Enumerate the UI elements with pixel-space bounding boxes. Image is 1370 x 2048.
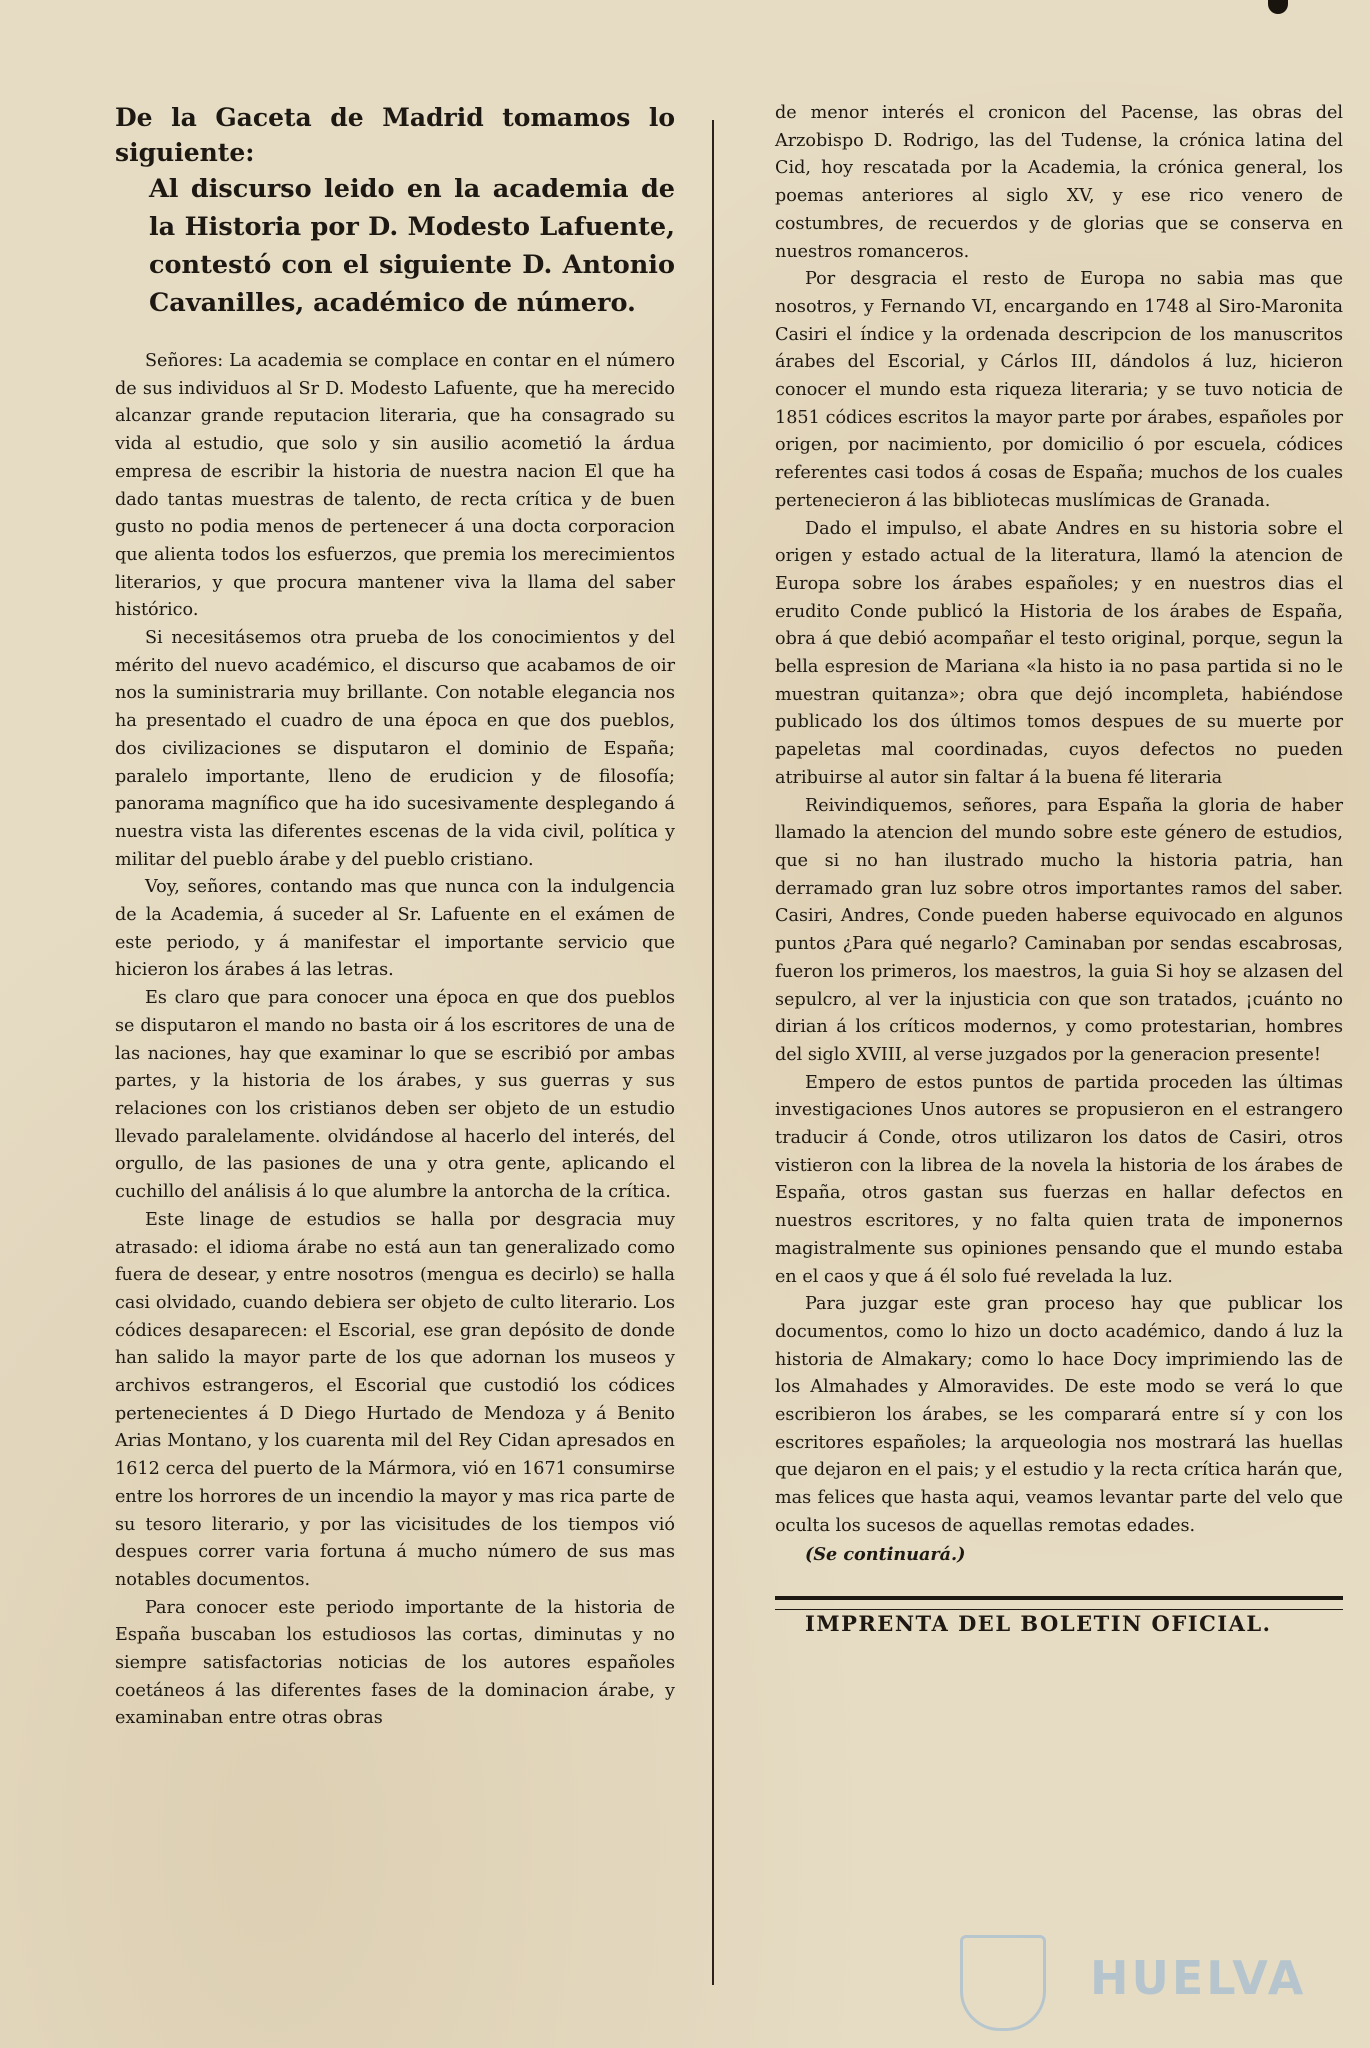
shield-icon xyxy=(960,1935,1046,2031)
body-paragraph: Reivindiquemos, señores, para España la gloria de haber llamado la atencion del mundo sobre este género de estudios, que si no han ilustrado mucho la historia patria, han derramado gran luz sobre otros importantes ramos del saber. Casiri, Andres, Conde pueden haberse equivocado en algunos puntos ¿Para qué negarlo? Caminaban por sendas escabrosas, fueron los primeros, los maestros, la guia Si hoy se alzasen del sepulcro, al ver la injusticia con que son tratados, ¡cuánto no dirian á los críticos modernos, y como protestarian, hombres del siglo XVIII, al verse juzgados por la generacion presente! xyxy=(775,795,1343,1065)
footer-rule xyxy=(775,1596,1343,1610)
printer-imprint: IMPRENTA DEL BOLETIN OFICIAL. xyxy=(805,1611,1272,1637)
body-paragraph: Este linage de estudios se halla por desgracia muy atrasado: el idioma árabe no está aun tan generalizado como fuera de desear, y entre nosotros (mengua es decirlo) se halla casi olvidado, cuando debiera ser objeto de culto literario. Los códices desaparecen: el Escorial, ese gran depósito de donde han salido la mayor parte de los que adornan los museos y archivos estrangeros, el Escorial que custodió los códices pertenecientes á D Diego Hurtado de Mendoza y á Benito Arias Montano, y los cuarenta mil del Rey Cidan apresados en 1612 cerca del puerto de la Mármora, vió en 1671 consumirse entre los horrores de un incendio la mayor y mas rica parte de su tesoro literario, y por las vicisitudes de los tiempos vió despues correr varia fortuna á mucho número de sus mas notables documentos. xyxy=(115,1209,675,1590)
continuation-note: (Se continuará.) xyxy=(805,1543,966,1565)
body-paragraph: Señores: La academia se complace en contar en el número de sus individuos al Sr D. Modesto Lafuente, que ha merecido alcanzar grande reputacion literaria, que ha consagrado su vida al estudio, que solo y sin ausilio acometió la árdua empresa de escribir la historia de nuestra nacion El que ha dado tantas muestras de talento, de recta crítica y de buen gusto no podia menos de pertenecer á una docta corporacion que alienta todos los esfuerzos, que premia los merecimientos literarios, y que procura mantener viva la llama del saber histórico. xyxy=(115,351,675,621)
body-paragraph: Es claro que para conocer una época en que dos pueblos se disputaron el mando no basta oir á los escritores de una de las naciones, hay que examinar lo que se escribió por ambas partes, y la historia de los árabes, y sus guerras y sus relaciones con los cristianos deben ser objeto de un estudio llevado paralelamente. olvidándose al hacerlo del interés, del orgullo, de las pasiones de una y otra gente, aplicando el cuchillo del análisis á lo que alumbre la antorcha de la crítica. xyxy=(115,988,675,1203)
body-paragraph: Por desgracia el resto de Europa no sabia mas que nosotros, y Fernando VI, encargando en 1748 al Siro-Maronita Casiri el índice y la ordenada descripcion de los manuscritos árabes del Escorial, y Cárlos III, dándolos á luz, hicieron conocer el mundo esta riqueza literaria; y se tuvo noticia de 1851 códices escritos la mayor parte por árabes, españoles por origen, por nacimiento, por domicilio ó por escuela, códices referentes casi todos á cosas de España; muchos de los cuales pertenecieron á las bibliotecas muslímicas de Granada. xyxy=(775,269,1343,511)
watermark-text: HUELVA xyxy=(1090,1951,1307,2005)
article-subheading: Al discurso leido en la academia de la Historia por D. Modesto Lafuente, contestó con el siguiente D. Antonio Cavanilles, académico de número. xyxy=(149,174,675,318)
archive-watermark xyxy=(960,1935,1307,2025)
continued-paragraph: de menor interés el cronicon del Pacense, las obras del Arzobispo D. Rodrigo, las del Tudense, la crónica latina del Cid, hoy rescatada por la Academia, la crónica general, los poemas anteriores al siglo XV, y ese rico venero de costumbres, de recuerdos y de glorias que se conserva en nuestros romanceros. xyxy=(775,103,1343,262)
right-column xyxy=(775,100,1343,1638)
body-paragraph: Si necesitásemos otra prueba de los conocimientos y del mérito del nuevo académico, el discurso que acabamos de oir nos la suministraria muy brillante. Con notable elegancia nos ha presentado el cuadro de una época en que dos pueblos, dos civilizaciones se disputaron el dominio de España; paralelo importante, lleno de erudicion y de filosofía; panorama magnífico que ha ido sucesivamente desplegando á nuestra vista las diferentes escenas de la vida civil, política y militar del pueblo árabe y del pueblo cristiano. xyxy=(115,628,675,870)
body-paragraph: Voy, señores, contando mas que nunca con la indulgencia de la Academia, á suceder al Sr. Lafuente en el exámen de este periodo, y á manifestar el importante servicio que hicieron los árabes á las letras. xyxy=(115,877,675,981)
body-paragraph: Dado el impulso, el abate Andres en su historia sobre el origen y estado actual de la literatura, llamó la atencion de Europa sobre los árabes españoles; y en nuestros dias el erudito Conde publicó la Historia de los árabes de España, obra á que debió acompañar el testo original, porque, segun la bella espresion de Mariana «la histo ia no pasa partida si no le muestran quitanza»; obra que dejó incompleta, habiéndose publicado los dos últimos tomos despues de su muerte por papeletas mal coordinadas, cuyos defectos no pueden atribuirse al autor sin faltar á la buena fé literaria xyxy=(775,518,1343,788)
column-divider xyxy=(712,120,714,1985)
body-paragraph: Para conocer este periodo importante de la historia de España buscaban los estudiosos las cortas, diminutas y no siempre satisfactorias noticias de los autores españoles coetáneos á las diferentes fases de la dominacion árabe, y examinaban entre otras obras xyxy=(115,1597,675,1729)
paper-hole xyxy=(1268,0,1288,14)
left-column xyxy=(115,100,675,1733)
body-paragraph: Empero de estos puntos de partida proceden las últimas investigaciones Unos autores se propusieron en el estrangero traducir á Conde, otros utilizaron los datos de Casiri, otros vistieron con la librea de la novela la historia de los árabes de España, otros gastan sus fuerzas en hallar defectos en nuestros escritores, y no falta quien trata de imponernos magistralmente sus opiniones pensando que el mundo estaba en el caos y que á él solo fué revelada la luz. xyxy=(775,1072,1343,1287)
body-paragraph: Para juzgar este gran proceso hay que publicar los documentos, como lo hizo un docto académico, dando á luz la historia de Almakary; como lo hace Docy imprimiendo las de los Almahades y Almoravides. De este modo se verá lo que escribieron los árabes, se les comparará entre sí y con los escritores españoles; la arqueologia nos mostrará las huellas que dejaron en el pais; y el estudio y la recta crítica harán que, mas felices que hasta aqui, veamos levantar parte del velo que oculta los sucesos de aquellas remotas edades. xyxy=(775,1294,1343,1536)
article-heading: De la Gaceta de Madrid tomamos lo siguiente: xyxy=(115,103,675,167)
